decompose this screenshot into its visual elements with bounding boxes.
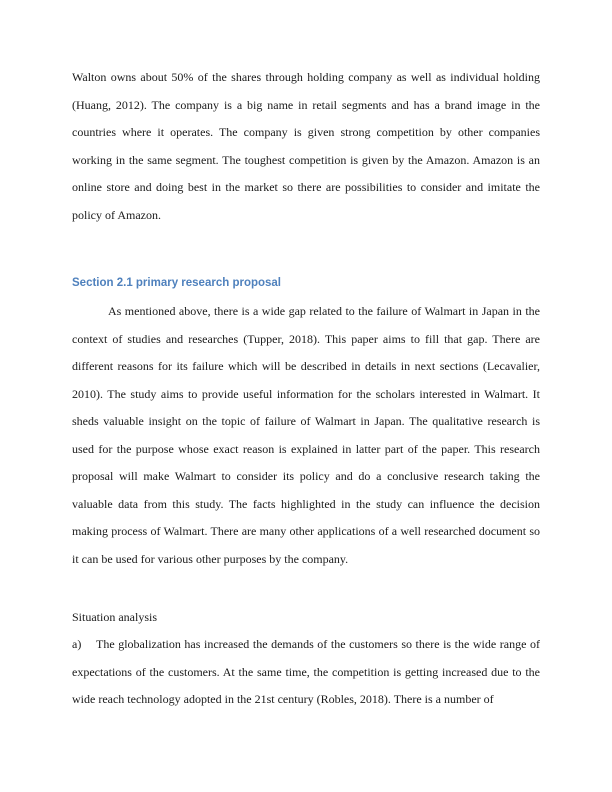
subsection-label: Situation analysis [72, 610, 157, 624]
paragraph-research-proposal: As mentioned above, there is a wide gap related to the failure of Walmart in Japan in the context of studies and researches (Tupper, 2018). This paper aims to fill that gap. There are different reasons for its failure which will be described in details in next sections (Lecavalier, 2010). The study aims to provide useful information for the scholars interested in Walmart. It sheds valuable insight on the topic of failure of Walmart in Japan. The qualitative research is used for the purpose whose exact reason is explained in latter part of the paper. This research proposal will make Walmart to consider its policy and do a conclusive research taking the valuable data from this study. The facts highlighted in the study can influence the decision making process of Walmart. There are many other applications of a well researched document so it can be used for various other purposes by the company. [72, 304, 540, 566]
paragraph-walton-ownership: Walton owns about 50% of the shares through holding company as well as individual holding (Huang, 2012). The company is a big name in retail segments and has a brand image in the countries where it operates. The company is given strong competition by other companies working in the same segment. The toughest competition is given by the Amazon. Amazon is an online store and doing best in the market so there are possibilities to consider and imitate the policy of Amazon. [72, 70, 540, 222]
list-item-text: The globalization has increased the demands of the customers so there is the wide range of expectations of the customers. At the same time, the competition is getting increased due to the wide reach technology adopted in the 21st century (Robles, 2018). There is a number of [72, 637, 540, 706]
list-item-a [72, 631, 540, 714]
list-marker: a) [72, 637, 82, 651]
section-heading: Section 2.1 primary research proposal [72, 277, 282, 289]
